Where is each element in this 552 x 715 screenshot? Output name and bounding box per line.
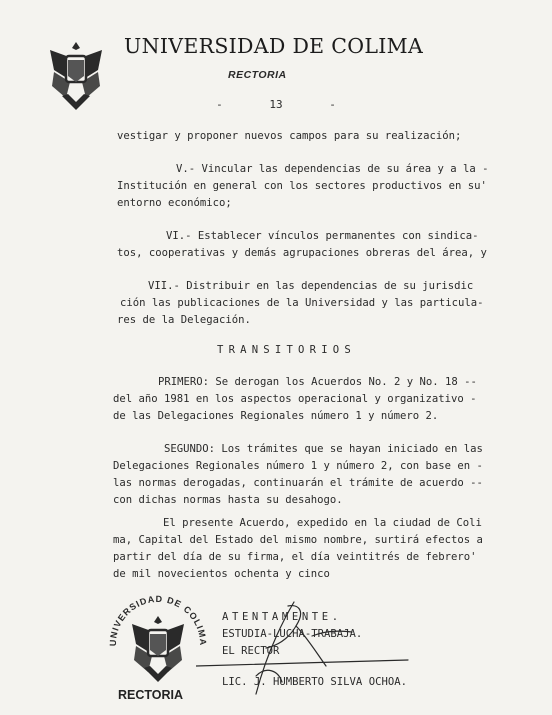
section-heading: TRANSITORIOS — [217, 344, 356, 356]
page-number: - 13 - — [216, 98, 336, 111]
rector-title: EL RECTOR — [222, 645, 280, 657]
motto-line: ESTUDIA-LUCHA-TRABAJA. — [222, 628, 363, 640]
transitory-line: con dichas normas hasta su desahogo. — [113, 494, 343, 506]
seal-label: RECTORIA — [118, 688, 184, 702]
body-line: tos, cooperativas y demás agrupaciones obreras del área, y — [117, 247, 487, 259]
body-line: VI.- Establecer vínculos permanentes con sindica- — [166, 230, 479, 242]
transitory-line: PRIMERO: Se derogan los Acuerdos No. 2 y No. 18 -- — [158, 376, 477, 388]
transitory-line: del año 1981 en los aspectos operacional y organizativo - — [113, 393, 477, 405]
body-line: VII.- Distribuir en las dependencias de su jurisdic — [148, 280, 474, 292]
handwritten-signature-icon — [196, 596, 416, 696]
transitory-line: El presente Acuerdo, expedido en la ciudad de Coli — [163, 517, 482, 529]
body-line: entorno económico; — [117, 197, 232, 209]
body-line: res de la Delegación. — [117, 314, 251, 326]
body-line: ción las publicaciones de la Universidad y las particula- — [120, 297, 484, 309]
transitory-line: partir del día de su firma, el día veintitrés de febrero' — [113, 551, 477, 563]
closing-line: ATENTAMENTE. — [222, 611, 342, 623]
seal-ring-text: UNIVERSIDAD DE COLIMA — [107, 593, 209, 647]
transitory-line: las normas derogadas, continuarán el trámite de acuerdo -- — [113, 477, 483, 489]
transitory-line: Delegaciones Regionales número 1 y número 2, con base en - — [113, 460, 483, 472]
body-line: V.- Vincular las dependencias de su área y a la - — [176, 163, 489, 175]
transitory-line: de las Delegaciones Regionales número 1 y número 2. — [113, 410, 439, 422]
transitory-line: de mil novecientos ochenta y cinco — [113, 568, 330, 580]
office-subtitle: RECTORIA — [228, 69, 287, 81]
university-title: UNIVERSIDAD DE COLIMA — [124, 34, 424, 58]
rector-name: LIC. J. HUMBERTO SILVA OCHOA. — [222, 676, 407, 688]
transitory-line: SEGUNDO: Los trámites que se hayan iniciado en las — [164, 443, 483, 455]
body-line: vestigar y proponer nuevos campos para su realización; — [117, 130, 462, 142]
transitory-line: ma, Capital del Estado del mismo nombre, surtirá efectos a — [113, 534, 483, 546]
body-line: Institución en general con los sectores productivos en su' — [117, 180, 487, 192]
